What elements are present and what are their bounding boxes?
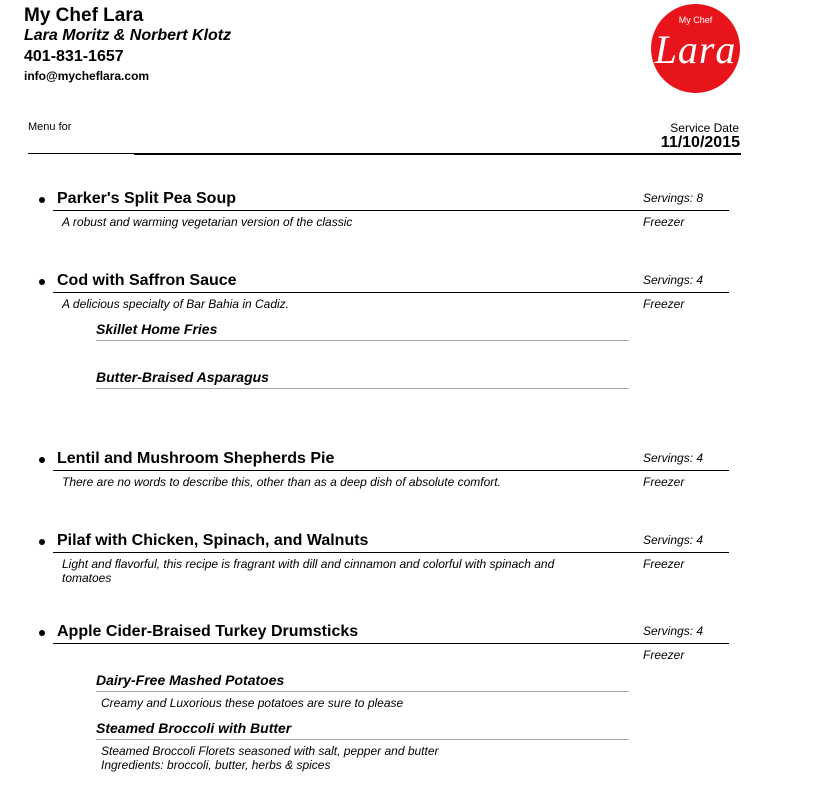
owners-names: Lara Moritz & Norbert Klotz	[24, 27, 232, 44]
email-address: info@mycheflara.com	[24, 69, 150, 83]
dish-storage: Freezer	[643, 215, 685, 229]
side-dish-divider	[96, 691, 629, 692]
dish-divider	[53, 643, 729, 644]
bullet-icon	[39, 630, 45, 636]
dish-title: Cod with Saffron Sauce	[57, 272, 237, 289]
dish-title: Lentil and Mushroom Shepherds Pie	[57, 450, 335, 467]
side-dish-description-line-1: Steamed Broccoli Florets seasoned with salt, pepper and butter	[101, 744, 439, 758]
dish-storage: Freezer	[643, 475, 685, 489]
dish-description: A robust and warming vegetarian version of the classic	[62, 215, 353, 229]
dish-storage: Freezer	[643, 648, 685, 662]
dish-title: Apple Cider-Braised Turkey Drumsticks	[57, 623, 359, 640]
bullet-icon	[39, 197, 45, 203]
side-dish-title: Steamed Broccoli with Butter	[96, 720, 292, 736]
dish-storage: Freezer	[643, 297, 685, 311]
brand-logo	[651, 4, 740, 93]
dish-divider	[53, 210, 729, 211]
business-name: My Chef Lara	[24, 5, 144, 26]
bullet-icon	[39, 457, 45, 463]
menu-for-label: Menu for	[28, 121, 72, 133]
side-dish-title: Butter-Braised Asparagus	[96, 369, 269, 385]
side-dish-title: Skillet Home Fries	[96, 321, 218, 337]
bullet-icon	[39, 539, 45, 545]
dish-servings: Servings: 4	[643, 533, 704, 547]
side-dish-description: Creamy and Luxorious these potatoes are sure to please	[101, 696, 404, 710]
service-date-label: Service Date	[670, 121, 739, 135]
side-dish-title: Dairy-Free Mashed Potatoes	[96, 672, 285, 688]
logo-main-text: Lara	[654, 27, 737, 72]
dish-servings: Servings: 8	[643, 191, 704, 205]
dish-divider	[53, 292, 729, 293]
phone-number: 401-831-1657	[24, 48, 124, 65]
side-dish-description-line-2: Ingredients: broccoli, butter, herbs & spices	[101, 758, 331, 772]
dish-title: Parker's Split Pea Soup	[57, 190, 236, 207]
dish-divider	[53, 470, 729, 471]
side-dish-divider	[96, 388, 629, 389]
header-divider	[134, 153, 741, 155]
dish-description-line-2: tomatoes	[62, 571, 112, 585]
dish-servings: Servings: 4	[643, 451, 704, 465]
bullet-icon	[39, 279, 45, 285]
side-dish-divider	[96, 739, 629, 740]
dish-description: There are no words to describe this, other than as a deep dish of absolute comfort.	[62, 475, 501, 489]
logo-top-text: My Chef	[678, 15, 713, 25]
dish-divider	[53, 552, 729, 553]
dish-storage: Freezer	[643, 557, 685, 571]
dish-description-line-1: Light and flavorful, this recipe is fragrant with dill and cinnamon and colorful with spinach and	[62, 557, 555, 571]
dish-title: Pilaf with Chicken, Spinach, and Walnuts	[57, 532, 369, 549]
dish-description: A delicious specialty of Bar Bahia in Cadiz.	[62, 297, 290, 311]
menu-for-underline	[28, 153, 134, 154]
service-date-value: 11/10/2015	[660, 134, 740, 151]
side-dish-divider	[96, 340, 629, 341]
dish-servings: Servings: 4	[643, 273, 704, 287]
dish-servings: Servings: 4	[643, 624, 704, 638]
